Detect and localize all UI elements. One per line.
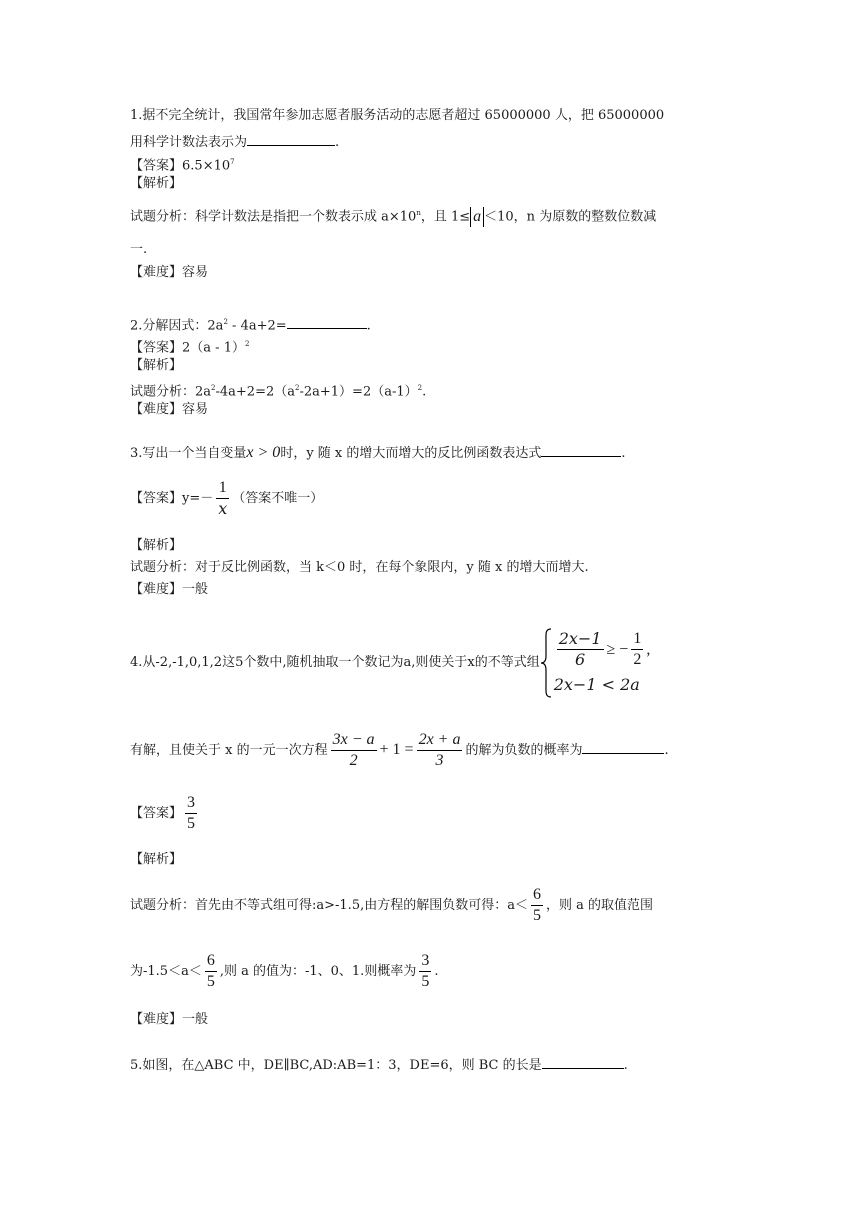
q5-question <box>130 1054 628 1076</box>
q4-answer-numerator: 3 <box>185 793 197 814</box>
q1-analysis-text-b: ，且 1≤ <box>420 209 471 225</box>
q4-answer <box>130 792 200 836</box>
q4-line2-text-a: 有解，且使关于 x 的一元一次方程 <box>130 743 328 758</box>
q3-answer-prefix: y=－ <box>182 491 214 506</box>
q4-question-line1 <box>130 626 650 700</box>
q4-analysis-text-a: 试题分析：首先由不等式组可得:a>-1.5,由方程的解围负数可得：a＜ <box>130 898 528 913</box>
q4-analysis2-frac2-num: 3 <box>419 951 431 972</box>
q3-difficulty <box>130 580 208 600</box>
q4-ineq1-left-fraction <box>557 629 604 670</box>
q4-eq-mid: + 1 = <box>379 741 414 758</box>
q1-answer <box>130 152 235 176</box>
q4-difficulty-label: 【难度】 <box>130 1012 183 1027</box>
q1-answer-label: 【答案】 <box>130 158 183 174</box>
q3-question <box>130 442 626 464</box>
q1-difficulty-label: 【难度】 <box>130 265 183 280</box>
q2-analysis-exponent-3: 2 <box>417 384 423 392</box>
q2-question-exponent: 2 <box>223 318 228 326</box>
q4-answer-blank <box>582 739 664 754</box>
q2-analysis-end: . <box>422 384 427 400</box>
q4-ineq1-right-num: 1 <box>631 629 643 650</box>
q4-question-line2 <box>130 726 669 775</box>
q2-answer-blank <box>287 314 367 329</box>
q3-answer-denominator: x <box>218 499 228 518</box>
q2-analysis <box>130 378 426 402</box>
q4-brace-icon <box>540 628 552 698</box>
q4-eq-right-den: 3 <box>435 752 444 769</box>
q4-analysis2-fraction-2 <box>419 951 431 992</box>
q4-analysis-frac-num: 6 <box>531 885 543 906</box>
q1-answer-blank <box>247 131 335 146</box>
q3-analysis: 试题分析：对于反比例函数，当 k＜0 时，在每个象限内，y 随 x 的增大而增大. <box>130 560 589 575</box>
q4-answer-label: 【答案】 <box>130 806 183 821</box>
q4-ineq1-relation: ≥ − <box>606 640 629 658</box>
q3-question-text-a: 3.写出一个当自变量 <box>130 446 247 461</box>
q1-question-end: . <box>335 135 340 150</box>
q4-analysis-line1 <box>130 884 653 928</box>
q4-ineq1-left-den: 6 <box>575 650 586 670</box>
q5-question-text: 5.如图，在△ABC 中，DE∥BC,AD:AB=1：3，DE=6，则 BC 的长是 <box>130 1058 542 1073</box>
q4-analysis2-frac2-den: 5 <box>421 973 430 990</box>
q1-answer-exponent: 7 <box>230 158 235 166</box>
q4-analysis-text-b: ，则 a 的取值范围 <box>545 898 653 913</box>
q4-analysis2-text-b: ,则 a 的值为：-1、0、1.则概率为 <box>219 964 417 979</box>
q2-question-text-b: - 4a+2= <box>227 318 287 334</box>
q2-difficulty-value: 容易 <box>182 402 209 417</box>
q1-analysis-line2: 一. <box>130 242 148 257</box>
q3-answer <box>130 478 323 519</box>
q2-answer-value: 2（a - 1） <box>182 340 245 356</box>
q4-line2-end: . <box>664 743 669 758</box>
q2-question-end: . <box>366 318 371 334</box>
q1-analysis-abs: a <box>470 207 484 227</box>
q4-eq-right-num: 2x + a <box>417 730 463 751</box>
q2-question <box>130 312 371 336</box>
q4-eq-left-num: 3x − a <box>331 730 377 751</box>
q2-analysis-text-a: 试题分析：2a <box>130 384 212 400</box>
q1-analysis-exponent: n <box>416 209 421 217</box>
q3-question-math: x > 0 <box>246 444 281 461</box>
q1-question-line1: 1.据不完全统计，我国常年参加志愿者服务活动的志愿者超过 65000000 人，把 65000000 <box>130 108 665 123</box>
q3-answer-numerator: 1 <box>216 478 229 499</box>
q4-difficulty <box>130 1010 208 1030</box>
q4-ineq1-end: , <box>646 640 651 658</box>
q4-eq-left-fraction <box>331 730 377 771</box>
q2-answer-exponent: 2 <box>244 340 250 348</box>
q3-analysis-label: 【解析】 <box>130 538 183 553</box>
q3-difficulty-label: 【难度】 <box>130 582 183 597</box>
q3-answer-blank <box>541 442 621 457</box>
q1-question-text: 用科学计数法表示为 <box>130 135 248 150</box>
q4-difficulty-value: 一般 <box>182 1012 209 1027</box>
q3-question-text-b: 时，y 随 x 的增大而增大的反比例函数表达式 <box>280 446 542 461</box>
q4-inequality-2: 2x−1 < 2a <box>553 674 640 694</box>
q4-analysis-fraction <box>531 885 543 926</box>
q1-analysis-text-a: 试题分析：科学计数法是指把一个数表示成 a×10 <box>130 209 417 225</box>
q4-ineq1-right-den: 2 <box>633 651 642 669</box>
q2-analysis-text-c: -2a+1）=2（a-1） <box>299 384 418 400</box>
q4-analysis2-frac-den: 5 <box>206 973 215 990</box>
q4-analysis2-fraction <box>205 951 217 992</box>
q2-question-text-a: 2.分解因式：2a <box>130 318 224 334</box>
q3-question-end: . <box>621 446 626 461</box>
q4-line2-text-b: 的解为负数的概率为 <box>465 743 583 758</box>
q4-answer-fraction <box>185 793 197 834</box>
q2-difficulty <box>130 400 208 420</box>
q4-analysis2-text-a: 为-1.5＜a＜ <box>130 964 202 979</box>
q2-analysis-text-b: -4a+2=2（a <box>215 384 295 400</box>
q1-question-line2 <box>130 131 339 153</box>
q2-difficulty-label: 【难度】 <box>130 402 183 417</box>
q4-ineq1-right-fraction <box>631 629 643 670</box>
q4-inequality-1 <box>554 628 651 672</box>
q3-difficulty-value: 一般 <box>182 582 209 597</box>
q1-analysis-label: 【解析】 <box>130 176 183 191</box>
q3-answer-note: （答案不唯一） <box>232 491 324 506</box>
q4-eq-right-fraction <box>417 730 463 771</box>
q4-analysis2-end: . <box>434 964 439 979</box>
q1-answer-value: 6.5×10 <box>182 158 231 174</box>
q4-analysis2-frac-num: 6 <box>205 951 217 972</box>
q2-analysis-label: 【解析】 <box>130 358 183 373</box>
q1-analysis-text-c: ＜10，n 为原数的整数位数减 <box>484 209 657 225</box>
q4-ineq1-left-num: 2x−1 <box>558 629 602 649</box>
q3-answer-fraction <box>216 478 229 519</box>
q3-answer-label: 【答案】 <box>130 491 183 506</box>
q5-question-end: . <box>623 1058 628 1073</box>
q4-analysis-label: 【解析】 <box>130 852 183 867</box>
q5-answer-blank <box>542 1054 624 1069</box>
q4-analysis-frac-den: 5 <box>532 907 541 924</box>
q4-analysis-line2 <box>130 950 438 994</box>
q1-difficulty-value: 容易 <box>182 265 209 280</box>
q2-analysis-exponent-1: 2 <box>211 384 216 392</box>
q2-analysis-exponent-2: 2 <box>295 384 300 392</box>
q2-answer-label: 【答案】 <box>130 340 183 356</box>
q1-analysis-line1 <box>130 203 656 227</box>
q4-answer-denominator: 5 <box>187 815 196 832</box>
q4-inequality-system <box>540 628 651 698</box>
q1-difficulty <box>130 263 208 283</box>
q4-eq-left-den: 2 <box>349 752 358 769</box>
q4-question-text-a: 4.从-2,-1,0,1,2这5个数中,随机抽取一个数记为a,则使关于x的不等式组 <box>130 655 540 670</box>
q2-answer <box>130 334 249 358</box>
